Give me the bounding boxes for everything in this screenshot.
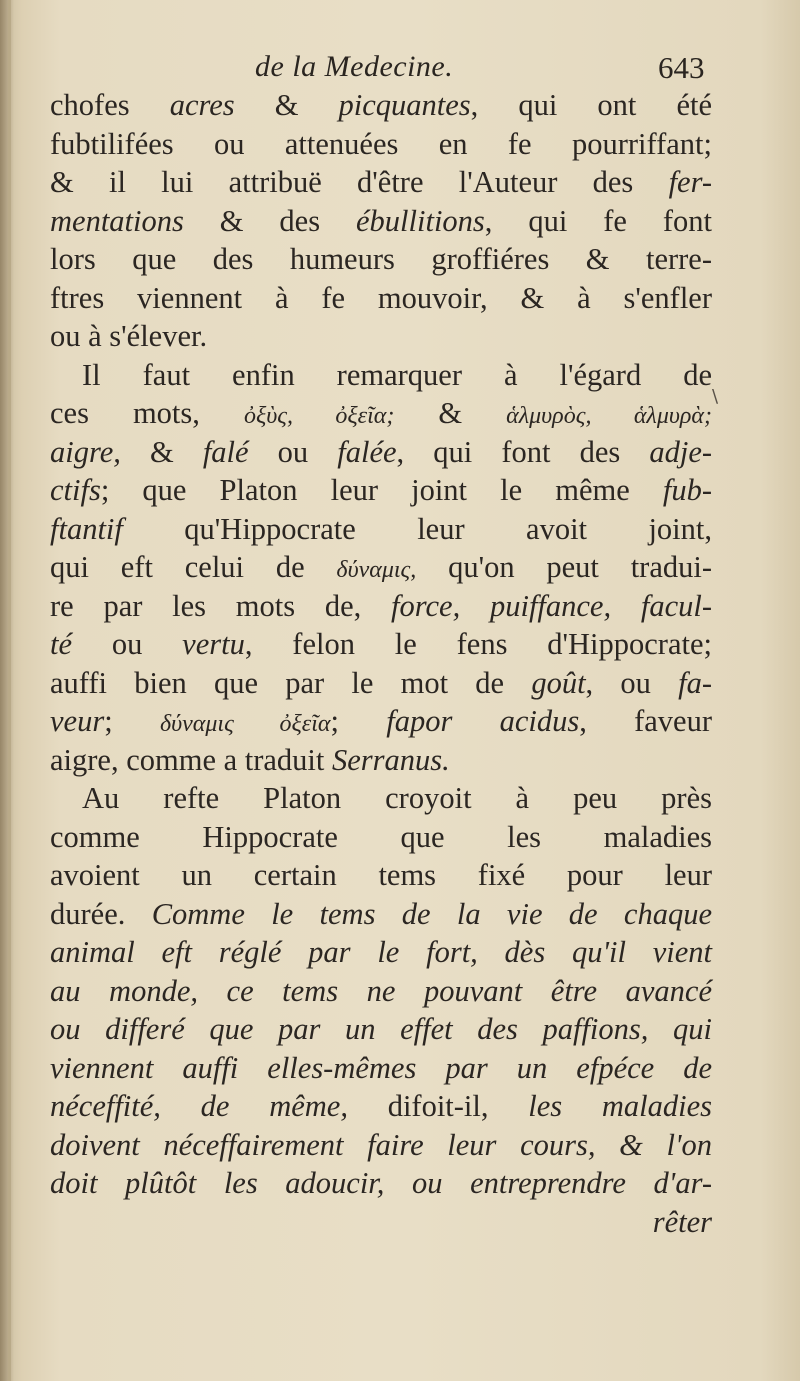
roman-text: & il lui attribuë d'être l'Auteur des (50, 165, 669, 199)
roman-text: qu'Hippocrate leur avoit joint, (122, 511, 712, 546)
italic-text: force, puiffance, facul- (391, 588, 712, 623)
text-line (50, 856, 712, 895)
text-line (50, 779, 712, 818)
italic-text: ou differé que par un effet des paffions, qui (50, 1012, 712, 1046)
text-line (50, 433, 712, 472)
roman-text: aigre, comme a traduit (50, 742, 333, 777)
roman-text: Au refte Platon croyoit à peu près (82, 781, 712, 815)
roman-text: ; (104, 704, 160, 738)
italic-text: doit plûtôt les adoucir, ou entreprendre d'ar- (50, 1166, 712, 1200)
italic-text: rêter (652, 1204, 712, 1239)
roman-text: & (234, 88, 339, 122)
text-line (50, 548, 712, 587)
roman-text: , faveur (579, 704, 712, 738)
text-line (50, 317, 712, 356)
roman-text: ; (330, 704, 387, 738)
roman-text: , qui font des (396, 434, 650, 469)
roman-text: ces mots, (50, 396, 244, 430)
roman-text: & des (183, 203, 357, 238)
roman-text: , ou (585, 665, 679, 700)
roman-text: chofes (50, 88, 170, 122)
roman-text: Il faut enfin remarquer à l'égard de (82, 357, 712, 392)
text-line (50, 1049, 712, 1088)
roman-text: qui eft celui de (50, 550, 337, 584)
roman-text: , qui fe font (484, 203, 712, 238)
roman-text: ; que Platon leur joint le même (100, 473, 663, 507)
roman-text: durée. (50, 896, 152, 931)
italic-text: au monde, ce tems ne pouvant être avancé (50, 973, 712, 1008)
italic-text: té (50, 627, 73, 661)
roman-text: ou (72, 627, 183, 661)
text-line (50, 625, 712, 664)
roman-text: avoient un certain tems fixé pour leur (50, 858, 712, 892)
italic-text: les maladies (528, 1089, 713, 1123)
italic-text: ébullitions (356, 203, 485, 238)
roman-text: auffi bien que par le mot de (50, 665, 532, 700)
italic-text: vertu (182, 627, 245, 661)
text-line (50, 933, 712, 972)
italic-text: fapor acidus (386, 704, 580, 738)
text-line (50, 741, 712, 780)
roman-text: & (120, 434, 203, 469)
gutter-line (8, 0, 11, 1381)
italic-text: fer- (668, 165, 712, 199)
italic-text: goût (531, 665, 586, 700)
text-line (50, 510, 712, 549)
text-line (50, 818, 712, 857)
text-line (50, 1126, 712, 1165)
running-title: de la Medecine. (255, 50, 454, 83)
italic-text: doivent néceffairement faire leur cours, & l'on (50, 1127, 712, 1162)
page-header (0, 48, 800, 88)
text-line (50, 1010, 712, 1049)
roman-text: fubtilifées ou attenuées en fe pourriffant; (50, 126, 712, 161)
roman-text: difoit-il, (347, 1089, 529, 1123)
text-line (50, 702, 712, 741)
page-number: 643 (658, 50, 705, 85)
italic-text: acres (169, 88, 235, 122)
greek-text: δύναμις ὀξεῖα (159, 711, 331, 737)
text-line (50, 394, 712, 433)
text-line (50, 356, 712, 395)
text-line (50, 1164, 712, 1203)
roman-text: qu'on peut tradui- (416, 550, 713, 584)
text-line (50, 125, 712, 164)
italic-text: Comme le tems de la vie de chaque (151, 896, 712, 931)
greek-text: ἁλμυρὸς, ἁλμυρὰ; (506, 403, 712, 429)
roman-text: , felon le fens d'Hippocrate; (244, 627, 712, 661)
italic-text: veur (50, 704, 105, 738)
italic-text: aigre, (50, 434, 121, 469)
italic-text: fub- (662, 473, 712, 507)
italic-text: animal eft réglé par le fort, dès qu'il vient (50, 935, 712, 969)
italic-text: néceffité, de même, (50, 1089, 348, 1123)
italic-text: adje- (649, 434, 713, 469)
text-line (50, 972, 712, 1011)
text-line (50, 1203, 712, 1242)
text-line (50, 587, 712, 626)
italic-text: ctifs (50, 473, 101, 507)
roman-text: re par les mots de, (50, 588, 392, 623)
roman-text: comme Hippocrate que les maladies (50, 819, 712, 854)
roman-text: lors que des humeurs groffiéres & terre- (50, 242, 712, 276)
text-line (50, 1087, 712, 1126)
body-text (50, 86, 712, 1241)
text-line (50, 664, 712, 703)
text-line (50, 202, 712, 241)
italic-text: picquantes (338, 88, 471, 122)
italic-text: viennent auffi elles-mêmes par un efpéce de (50, 1050, 712, 1085)
text-line (50, 471, 712, 510)
italic-text: ftantif (50, 511, 123, 546)
roman-text: ou (248, 434, 338, 469)
italic-text: fa- (678, 665, 713, 700)
margin-mark: \ (712, 386, 719, 407)
roman-text: ftres viennent à fe mouvoir, & à s'enfler (50, 280, 712, 315)
italic-text: falée (337, 434, 397, 469)
greek-text: δύναμις, (336, 557, 417, 583)
text-line (50, 86, 712, 125)
text-line (50, 240, 712, 279)
italic-text: falé (202, 434, 249, 469)
roman-text: & (394, 396, 507, 430)
spine-shadow (0, 0, 14, 1381)
text-line (50, 279, 712, 318)
roman-text: ou à s'élever. (50, 319, 208, 353)
text-line (50, 895, 712, 934)
roman-text: , qui ont été (470, 88, 712, 122)
greek-text: ὀξὺς, ὀξεῖα; (243, 403, 395, 429)
italic-text: Serranus. (332, 742, 450, 777)
text-line (50, 163, 712, 202)
italic-text: mentations (50, 203, 184, 238)
